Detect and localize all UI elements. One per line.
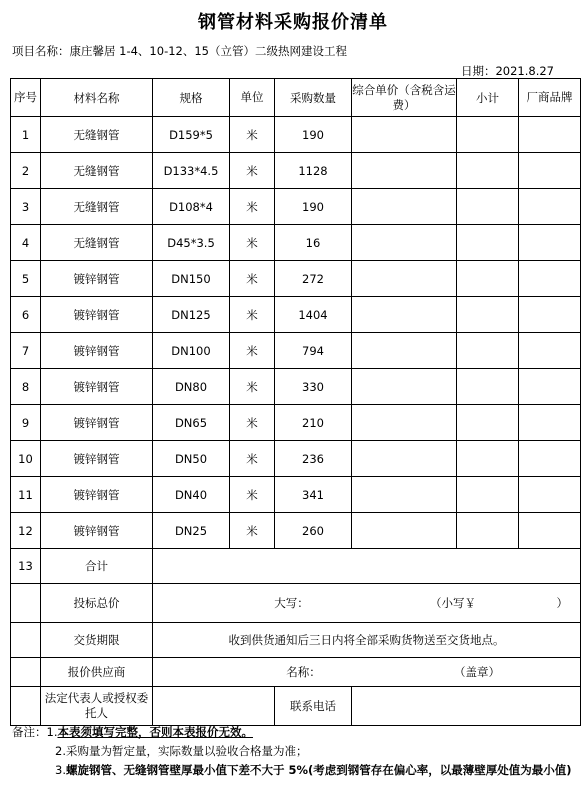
cell-spec: DN25: [153, 513, 230, 549]
cell-qty: 236: [275, 441, 352, 477]
cell-brand-input[interactable]: [519, 477, 581, 513]
cell-name: 镀锌钢管: [41, 333, 153, 369]
table-row: [11, 297, 581, 333]
bid-total-small: （小写￥ ）: [430, 596, 568, 610]
cell-unit: 米: [230, 261, 275, 297]
table-row: [11, 117, 581, 153]
cell-seq: 2: [11, 153, 41, 189]
cell-qty: 190: [275, 189, 352, 225]
table-row: [11, 477, 581, 513]
cell-spec: DN80: [153, 369, 230, 405]
cell-brand-input[interactable]: [519, 117, 581, 153]
note-1-bold: 本表须填写完整，否则本表报价无效。: [57, 725, 253, 739]
notes: [12, 723, 582, 780]
cell-unit: 米: [230, 153, 275, 189]
cell-price-input[interactable]: [352, 513, 457, 549]
representative-label: 法定代表人或授权委托人: [41, 687, 153, 726]
cell-spec: DN100: [153, 333, 230, 369]
cell-price-input[interactable]: [352, 153, 457, 189]
cell-price-input[interactable]: [352, 297, 457, 333]
cell-price-input[interactable]: [352, 117, 457, 153]
table-row: [11, 405, 581, 441]
cell-seq: 6: [11, 297, 41, 333]
cell-qty: 1404: [275, 297, 352, 333]
cell-qty: 794: [275, 333, 352, 369]
quote-table: [10, 78, 581, 726]
cell-qty: 1128: [275, 153, 352, 189]
cell-brand-input[interactable]: [519, 189, 581, 225]
cell-qty: 341: [275, 477, 352, 513]
page-title: 钢管材料采购报价清单: [198, 12, 388, 33]
cell-unit: 米: [230, 297, 275, 333]
cell-spec: DN40: [153, 477, 230, 513]
delivery-text: 收到供货通知后三日内将全部采购货物送至交货地点。: [153, 623, 581, 658]
note-3: 3.螺旋钢管、无缝钢管壁厚最小值下差不大于 5%(考虑到钢管存在偏心率，以最薄壁厚处值为最小值): [55, 763, 572, 777]
cell-seq: 12: [11, 513, 41, 549]
cell-unit: 米: [230, 513, 275, 549]
supplier-field[interactable]: [153, 658, 581, 687]
cell-name: 镀锌钢管: [41, 513, 153, 549]
cell-seq: 11: [11, 477, 41, 513]
cell-price-input[interactable]: [352, 225, 457, 261]
supplier-seal: （盖章）: [454, 665, 500, 679]
cell-price-input[interactable]: [352, 441, 457, 477]
cell-price-input[interactable]: [352, 405, 457, 441]
note-1: 备注：1.本表须填写完整，否则本表报价无效。: [12, 725, 253, 739]
delivery-row: [11, 623, 581, 658]
delivery-label: 交货期限: [41, 623, 153, 658]
phone-field[interactable]: [352, 687, 581, 726]
cell-name: 无缝钢管: [41, 117, 153, 153]
cell-spec: DN125: [153, 297, 230, 333]
cell-subtotal-input[interactable]: [457, 189, 519, 225]
cell-qty: 210: [275, 405, 352, 441]
table-row: [11, 513, 581, 549]
cell-unit: 米: [230, 369, 275, 405]
table-row: [11, 261, 581, 297]
phone-label: 联系电话: [275, 687, 352, 726]
cell-subtotal-input[interactable]: [457, 513, 519, 549]
table-row: [11, 369, 581, 405]
cell-price-input[interactable]: [352, 261, 457, 297]
cell-seq: 7: [11, 333, 41, 369]
cell-subtotal-input[interactable]: [457, 405, 519, 441]
header-price: 综合单价（含税含运费）: [352, 79, 457, 117]
cell-qty: 190: [275, 117, 352, 153]
cell-subtotal-input[interactable]: [457, 333, 519, 369]
bid-total-label: 投标总价: [41, 584, 153, 623]
project-name: 项目名称：康庄馨居 1-4、10-12、15（立管）二级热网建设工程: [12, 44, 347, 58]
bid-total-capital: 大写：: [274, 596, 309, 610]
bid-total-field[interactable]: [153, 584, 581, 623]
cell-qty: 260: [275, 513, 352, 549]
cell-subtotal-input[interactable]: [457, 441, 519, 477]
cell-spec: D159*5: [153, 117, 230, 153]
header-name: 材料名称: [41, 79, 153, 117]
cell-seq: 5: [11, 261, 41, 297]
cell-spec: D133*4.5: [153, 153, 230, 189]
table-row: [11, 441, 581, 477]
cell-name: 无缝钢管: [41, 153, 153, 189]
cell-qty: 330: [275, 369, 352, 405]
header-brand: 厂商品牌: [519, 79, 581, 117]
cell-unit: 米: [230, 225, 275, 261]
table-row: [11, 225, 581, 261]
cell-name: 镀锌钢管: [41, 441, 153, 477]
table-row: [11, 189, 581, 225]
cell-brand-input[interactable]: [519, 225, 581, 261]
table-row: [11, 153, 581, 189]
total-seq: 13: [11, 549, 41, 584]
cell-spec: DN50: [153, 441, 230, 477]
total-label: 合计: [41, 549, 153, 584]
cell-unit: 米: [230, 405, 275, 441]
cell-unit: 米: [230, 477, 275, 513]
cell-brand-input[interactable]: [519, 153, 581, 189]
cell-name: 镀锌钢管: [41, 369, 153, 405]
header-subtotal: 小计: [457, 79, 519, 117]
cell-subtotal-input[interactable]: [457, 117, 519, 153]
cell-subtotal-input[interactable]: [457, 369, 519, 405]
cell-spec: D45*3.5: [153, 225, 230, 261]
cell-brand-input[interactable]: [519, 405, 581, 441]
cell-unit: 米: [230, 189, 275, 225]
total-row: [11, 549, 581, 584]
table-row: [11, 333, 581, 369]
cell-price-input[interactable]: [352, 369, 457, 405]
cell-name: 镀锌钢管: [41, 477, 153, 513]
cell-unit: 米: [230, 333, 275, 369]
document-date: 日期：2021.8.27: [460, 64, 554, 78]
supplier-label: 报价供应商: [41, 658, 153, 687]
cell-name: 镀锌钢管: [41, 261, 153, 297]
cell-subtotal-input[interactable]: [457, 225, 519, 261]
note-3-bold: 螺旋钢管、无缝钢管壁厚最小值下差不大于 5%(考虑到钢管存在偏心率，以最薄壁厚处值为最小值): [65, 763, 572, 777]
cell-spec: DN65: [153, 405, 230, 441]
cell-seq: 10: [11, 441, 41, 477]
cell-price-input[interactable]: [352, 477, 457, 513]
cell-name: 无缝钢管: [41, 189, 153, 225]
cell-unit: 米: [230, 117, 275, 153]
cell-name: 无缝钢管: [41, 225, 153, 261]
representative-row: [11, 687, 581, 726]
cell-spec: DN150: [153, 261, 230, 297]
cell-seq: 3: [11, 189, 41, 225]
header-seq: 序号: [11, 79, 41, 117]
cell-brand-input[interactable]: [519, 333, 581, 369]
cell-seq: 1: [11, 117, 41, 153]
cell-price-input[interactable]: [352, 189, 457, 225]
cell-brand-input[interactable]: [519, 441, 581, 477]
header-unit: 单位: [230, 79, 275, 117]
total-value[interactable]: [153, 549, 581, 584]
cell-brand-input[interactable]: [519, 513, 581, 549]
cell-name: 镀锌钢管: [41, 405, 153, 441]
cell-brand-input[interactable]: [519, 297, 581, 333]
cell-qty: 272: [275, 261, 352, 297]
cell-subtotal-input[interactable]: [457, 297, 519, 333]
cell-price-input[interactable]: [352, 333, 457, 369]
cell-qty: 16: [275, 225, 352, 261]
cell-seq: 9: [11, 405, 41, 441]
table-header: [11, 79, 581, 117]
cell-subtotal-input[interactable]: [457, 153, 519, 189]
cell-brand-input[interactable]: [519, 261, 581, 297]
cell-brand-input[interactable]: [519, 369, 581, 405]
supplier-name: 名称：: [286, 665, 321, 679]
supplier-row: [11, 658, 581, 687]
bid-total-row: [11, 584, 581, 623]
cell-subtotal-input[interactable]: [457, 477, 519, 513]
cell-seq: 8: [11, 369, 41, 405]
cell-seq: 4: [11, 225, 41, 261]
cell-name: 镀锌钢管: [41, 297, 153, 333]
representative-field[interactable]: [153, 687, 275, 726]
cell-unit: 米: [230, 441, 275, 477]
cell-subtotal-input[interactable]: [457, 261, 519, 297]
cell-spec: D108*4: [153, 189, 230, 225]
note-2: 2.采购量为暂定量，实际数量以验收合格量为准；: [55, 744, 308, 758]
header-qty: 采购数量: [275, 79, 352, 117]
header-spec: 规格: [153, 79, 230, 117]
